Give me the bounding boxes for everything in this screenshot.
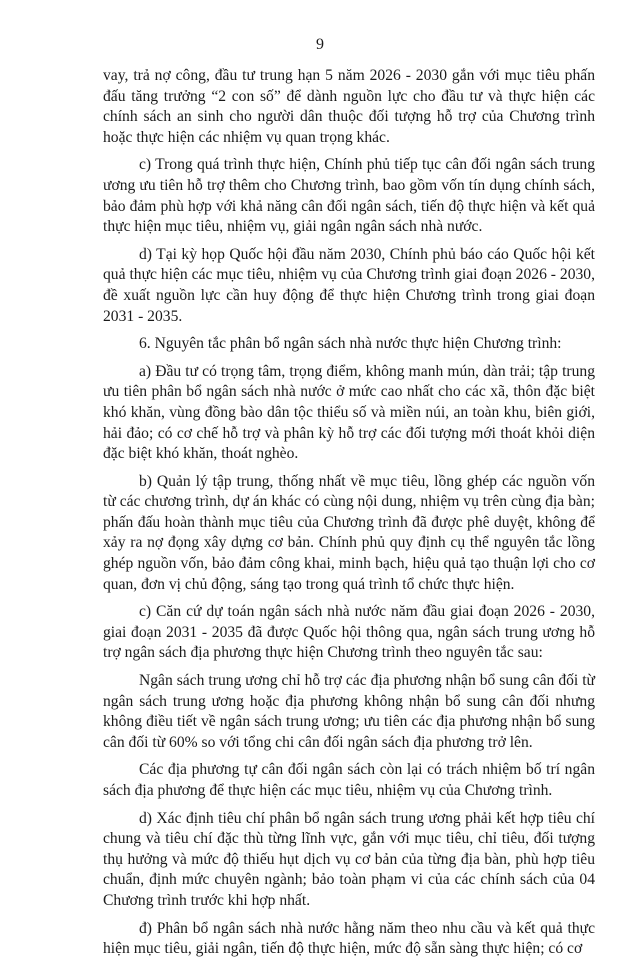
paragraph-clause-d-report-2030: d) Tại kỳ họp Quốc hội đầu năm 2030, Chính phủ báo cáo Quốc hội kết quả thực hiện các mục tiêu, nhiệm vụ của Chương trình giai đoạn 2026 - 2030, đề xuất nguồn lực cần huy động để thực hiện Chương trình trong giai đoạn 2031 - 2035. <box>103 245 595 325</box>
paragraph-clause-dd-annual-allocation: đ) Phân bổ ngân sách nhà nước hằng năm theo nhu cầu và kết quả thực hiện mục tiêu, giải ngân, tiến độ thực hiện, mức độ sẵn sàng thực hiện; có cơ <box>103 919 595 958</box>
paragraph-clause-c-budget-support: c) Trong quá trình thực hiện, Chính phủ tiếp tục cân đối ngân sách trung ương ưu tiên hỗ trợ thêm cho Chương trình, bao gồm vốn tín dụng chính sách, bảo đảm phù hợp với khả năng cân đối ngân sách, tiến độ thực hiện và kết quả thực hiện mục tiêu, nhiệm vụ, giải ngân ngân sách nhà nước. <box>103 156 595 236</box>
section-6-heading: 6. Nguyên tắc phân bổ ngân sách nhà nước thực hiện Chương trình: <box>139 335 562 353</box>
document-body <box>103 66 595 967</box>
paragraph-clause-d-criteria: d) Xác định tiêu chí phân bổ ngân sách trung ương phải kết hợp tiêu chí chung và tiêu chí đặc thù từng lĩnh vực, gắn với mục tiêu, chỉ tiêu, đối tượng thụ hưởng và mức độ thiếu hụt dịch vụ cơ bản của từng địa bàn, phù hợp tiêu chuẩn, định mức chuyên ngành; bảo toàn phạm vi của các chính sách của 04 Chương trình trước khi hợp nhất. <box>103 809 595 909</box>
paragraph-continuation: vay, trả nợ công, đầu tư trung hạn 5 năm 2026 - 2030 gắn với mục tiêu phấn đấu tăng trưởng “2 con số” để dành nguồn lực cho đầu tư và thực hiện các chính sách an sinh cho người dân thuộc đối tượng hỗ trợ của Chương trình hoặc thực hiện các nhiệm vụ quan trọng khác. <box>103 67 595 146</box>
paragraph-clause-c-estimate: c) Căn cứ dự toán ngân sách nhà nước năm đầu giai đoạn 2026 - 2030, giai đoạn 2031 - 2035 đã được Quốc hội thông qua, ngân sách trung ương hỗ trợ ngân sách địa phương thực hiện Chương trình theo nguyên tắc sau: <box>103 603 595 662</box>
paragraph-central-support-rule: Ngân sách trung ương chỉ hỗ trợ các địa phương nhận bổ sung cân đối từ ngân sách trung ương hoặc địa phương không nhận bổ sung cân đối nhưng không điều tiết về ngân sách trung ương; ưu tiên các địa phương nhận bổ sung cân đối từ 60% so với tổng chi cân đối ngân sách địa phương trở lên. <box>103 672 595 751</box>
paragraph-self-balancing-localities: Các địa phương tự cân đối ngân sách còn lại có trách nhiệm bố trí ngân sách địa phương để thực hiện các mục tiêu, nhiệm vụ của Chương trình. <box>103 761 595 799</box>
page-number: 9 <box>316 36 324 53</box>
paragraph-clause-a-focus: a) Đầu tư có trọng tâm, trọng điểm, không manh mún, dàn trải; tập trung ưu tiên phân bổ ngân sách nhà nước ở mức cao nhất cho các xã, thôn đặc biệt khó khăn, vùng đồng bào dân tộc thiểu số và miền núi, an toàn khu, biên giới, hải đảo; có cơ chế hỗ trợ và phân kỳ hỗ trợ các đối tượng mới thoát khỏi diện đặc biệt khó khăn, thoát nghèo. <box>103 362 595 463</box>
paragraph-clause-b-management: b) Quản lý tập trung, thống nhất về mục tiêu, lồng ghép các nguồn vốn từ các chương trình, dự án khác có cùng nội dung, nhiệm vụ trên cùng địa bàn; phấn đấu hoàn thành mục tiêu của Chương trình đã được phê duyệt, không để xảy ra nợ đọng xây dựng cơ bản. Chính phủ quy định cụ thể nguyên tắc lồng ghép nguồn vốn, bảo đảm công khai, minh bạch, hiệu quả tạo thuận lợi cho cơ quan, đơn vị chủ động, sáng tạo trong quá trình tổ chức thực hiện. <box>103 472 595 593</box>
